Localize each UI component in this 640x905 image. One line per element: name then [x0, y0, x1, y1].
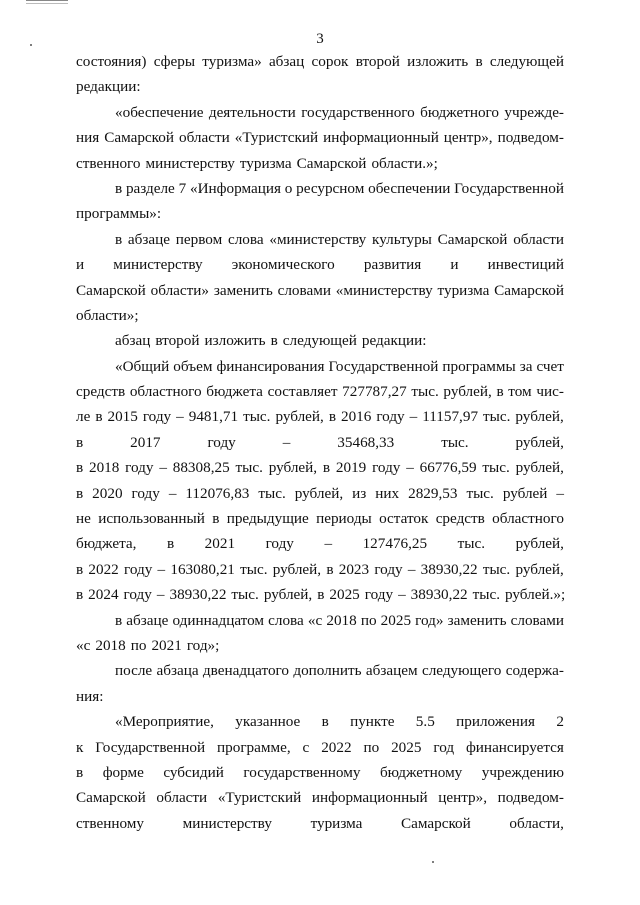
word: году [142, 408, 172, 426]
word: году [131, 484, 160, 502]
word: – [176, 408, 184, 426]
text-line [76, 151, 564, 176]
word: году [374, 560, 403, 578]
word: абзаце [126, 611, 169, 629]
word: субсидий [163, 763, 224, 781]
word: периоды [316, 510, 372, 528]
word: рублей, [272, 560, 322, 578]
word: в [76, 484, 84, 502]
word: бюджета, [76, 535, 137, 553]
word: «обеспечение [115, 103, 204, 121]
word: «с [307, 611, 323, 629]
word: тыс. [258, 484, 286, 502]
word: 38930,22 [410, 586, 468, 604]
word: Государственной [454, 179, 564, 197]
word: тыс. [472, 586, 501, 604]
word: счет [536, 357, 564, 375]
word: области [156, 789, 208, 807]
word: тыс. [231, 586, 259, 604]
word: в [326, 560, 334, 578]
word: рублей [502, 484, 548, 502]
word: 66776,59 [419, 459, 477, 477]
word: 727787,27 [342, 383, 407, 401]
word: абзаца [156, 662, 199, 680]
word: тыс. [457, 535, 486, 553]
word: подведом- [497, 789, 564, 807]
word: 127476,25 [362, 535, 428, 553]
text-line [76, 100, 564, 125]
word: в [76, 433, 84, 451]
word: год» [415, 611, 444, 629]
word: году [265, 535, 294, 553]
text-line [76, 74, 564, 99]
text-line [76, 531, 564, 556]
word: 2021 [204, 535, 236, 553]
word: заменить [447, 611, 507, 629]
word: 2022 [321, 738, 352, 756]
word: области»; [76, 306, 139, 324]
word: заменить [213, 281, 273, 299]
word: не [76, 510, 91, 528]
word: в [76, 459, 84, 477]
word: году [123, 560, 153, 578]
text-line [76, 430, 564, 455]
word: области» [150, 281, 209, 299]
word: развития [363, 256, 422, 274]
scan-speck [432, 861, 434, 863]
word: рублей.»; [505, 586, 566, 604]
word: Самарской [76, 789, 146, 807]
word: – [409, 408, 418, 426]
word: указанное [235, 713, 301, 731]
word: центр», [438, 789, 488, 807]
word: по [360, 611, 377, 629]
word: остаток [379, 510, 429, 528]
text-line [76, 582, 564, 607]
word: центр», [443, 129, 493, 147]
word: – [324, 535, 333, 553]
word: 7 [178, 179, 187, 197]
word: абзац [268, 53, 305, 70]
word: 2015 [107, 408, 138, 426]
word: 5.5 [415, 713, 435, 731]
text-line [76, 354, 564, 379]
word: редакции: [76, 78, 141, 96]
word: «Общий [115, 357, 170, 375]
word: в [115, 179, 123, 197]
word: областного [129, 383, 202, 401]
scan-edge-mark [26, 0, 68, 4]
word: Самарской [494, 281, 564, 299]
word: учреждению [481, 763, 564, 781]
word: после [115, 662, 153, 680]
word: следующей [282, 332, 357, 350]
text-line [76, 760, 564, 785]
word: «Информация [189, 179, 281, 197]
word: рублей, [515, 433, 564, 451]
word: году [376, 408, 405, 426]
word: в [212, 510, 220, 528]
text-line [76, 379, 564, 404]
word: состояния) [76, 53, 147, 70]
text-line [76, 633, 564, 658]
text-line [76, 328, 564, 353]
word: Самарской [400, 814, 471, 832]
word: – [282, 433, 291, 451]
word: туризма [437, 281, 490, 299]
word: рублей, [294, 484, 344, 502]
word: по [363, 738, 380, 756]
word: абзаце [127, 230, 170, 248]
word: абзацем [365, 662, 418, 680]
word: – [398, 586, 406, 604]
word: ле [76, 408, 91, 426]
word: и [450, 256, 459, 274]
text-line [76, 557, 564, 582]
word: словами [510, 611, 564, 629]
word: рублей, [515, 560, 564, 578]
word: изложить [204, 332, 266, 350]
word: 2016 [340, 408, 372, 426]
word: финансируется [465, 738, 564, 756]
word: инвестиций [487, 256, 564, 274]
word: тыс. [411, 383, 439, 401]
word: них [375, 484, 400, 502]
word: тыс. [243, 408, 271, 426]
word: год»; [186, 636, 220, 654]
word: Самарской [437, 230, 508, 248]
word: 2018 [326, 611, 357, 629]
text-line [76, 227, 564, 252]
word: в [270, 332, 278, 350]
word: второй [355, 53, 400, 70]
word: за [519, 357, 533, 375]
word: экономического [231, 256, 335, 274]
word: рублей, [443, 383, 492, 401]
word: финансирования [216, 357, 325, 375]
word: в [328, 408, 336, 426]
word: рублей, [275, 408, 324, 426]
text-line [76, 811, 564, 836]
word: – [156, 586, 165, 604]
word: государственного [301, 103, 415, 121]
word: Государственной [328, 357, 439, 375]
text-line [76, 481, 564, 506]
word: содержа- [505, 662, 564, 680]
text-line [76, 785, 564, 810]
word: 2025 [329, 586, 360, 604]
word: ственного [76, 154, 141, 172]
document-body [76, 49, 564, 836]
word: объем [173, 357, 213, 375]
word: бюджета [206, 383, 263, 401]
text-line [76, 455, 564, 480]
word: Самарской [76, 281, 146, 299]
word: следующей [489, 53, 564, 70]
word: учрежде- [504, 103, 564, 121]
word: «министерству [335, 281, 433, 299]
word: тыс. [483, 408, 511, 426]
word: с [302, 738, 310, 756]
text-line [76, 506, 564, 531]
word: в [322, 459, 331, 477]
word: 2019 [335, 459, 367, 477]
word: 2021 [151, 636, 182, 654]
word: 2024 [88, 586, 119, 604]
word: – [159, 459, 167, 477]
word: тыс. [235, 459, 263, 477]
word: редакции: [361, 332, 427, 350]
word: в [115, 230, 123, 248]
word: рублей, [515, 408, 564, 426]
text-line [76, 658, 564, 683]
word: изложить [407, 53, 469, 70]
word: государственному [243, 763, 361, 781]
word: сорок [311, 53, 349, 70]
word: форме [102, 763, 144, 781]
text-line [76, 608, 564, 633]
word: ния: [76, 687, 104, 705]
word: использованный [98, 510, 205, 528]
word: программе, [217, 738, 291, 756]
word: в [166, 535, 175, 553]
word: 2025 [391, 738, 422, 756]
text-line [76, 49, 564, 74]
word: министерству [145, 154, 235, 172]
text-line [76, 176, 564, 201]
word: 11157,97 [422, 408, 479, 426]
word: тыс. [482, 459, 510, 477]
word: 88308,25 [172, 459, 230, 477]
word: «Туристский [217, 789, 302, 807]
word: «министерству [269, 230, 367, 248]
page-number: 3 [316, 31, 324, 47]
word: сферы [153, 53, 196, 70]
word: рублей, [268, 459, 318, 477]
word: ственному [76, 814, 144, 832]
word: следующего [421, 662, 502, 680]
word: чис- [536, 383, 564, 401]
word: абзац [115, 332, 151, 350]
word: – [168, 484, 177, 502]
word: 38930,22 [420, 560, 478, 578]
word: дополнить [293, 662, 362, 680]
word: в [76, 586, 84, 604]
word: 2025 [380, 611, 412, 629]
word: к [76, 738, 84, 756]
word: тыс. [240, 560, 268, 578]
word: двенадцатого [202, 662, 290, 680]
word: бюджетному [379, 763, 463, 781]
word: – [407, 560, 416, 578]
word: в [95, 408, 103, 426]
word: году [372, 459, 401, 477]
text-line [76, 252, 564, 277]
word: первом [175, 230, 223, 248]
word: «с [76, 636, 91, 654]
word: составляет [267, 383, 338, 401]
word: в [115, 611, 123, 629]
word: подведом- [497, 129, 564, 147]
word: 2017 [130, 433, 161, 451]
word: 2022 [88, 560, 119, 578]
word: министерству [113, 256, 203, 274]
word: программы»: [76, 205, 162, 223]
word: туризма [239, 154, 292, 172]
word: области, [509, 814, 564, 832]
word: 2020 [92, 484, 123, 502]
word: области [178, 129, 230, 147]
word: пункте [350, 713, 395, 731]
word: – [157, 560, 166, 578]
text-line [76, 404, 564, 429]
word: о [284, 179, 293, 197]
word: 35468,33 [337, 433, 395, 451]
word: слова [268, 611, 304, 629]
word: области [513, 230, 564, 248]
word: туризма [310, 814, 363, 832]
word: 2018 [88, 459, 120, 477]
word: в [496, 383, 504, 401]
text-line [76, 125, 564, 150]
word: словами [277, 281, 331, 299]
text-line [76, 278, 564, 303]
word: приложения [456, 713, 536, 731]
word: средств [76, 383, 126, 401]
word: информационный [323, 129, 439, 147]
word: одиннадцатом [172, 611, 265, 629]
text-line [76, 684, 564, 709]
word: информационный [311, 789, 428, 807]
text-line [76, 201, 564, 226]
word: год [433, 738, 455, 756]
text-line [76, 735, 564, 760]
word: слова [227, 230, 264, 248]
word: в [76, 763, 84, 781]
word: 163080,21 [170, 560, 235, 578]
word: средств [435, 510, 485, 528]
word: 2023 [338, 560, 370, 578]
word: области.»; [371, 154, 438, 172]
word: ния [76, 129, 100, 147]
word: тыс. [482, 560, 511, 578]
word: в [76, 560, 84, 578]
word: программы [442, 357, 516, 375]
word: «Мероприятие, [115, 713, 214, 731]
word: «Туристский [234, 129, 319, 147]
word: том [508, 383, 532, 401]
word: 112076,83 [185, 484, 250, 502]
word: культуры [372, 230, 432, 248]
word: году [125, 459, 154, 477]
word: тыс. [441, 433, 469, 451]
word: Государственной [95, 738, 206, 756]
word: предыдущие [226, 510, 309, 528]
word: обеспечении [368, 179, 451, 197]
word: 2829,53 [408, 484, 458, 502]
word: Самарской [104, 129, 175, 147]
word: 2 [556, 713, 564, 731]
word: 9481,71 [188, 408, 239, 426]
word: году [364, 586, 394, 604]
word: рублей, [515, 459, 564, 477]
word: из [352, 484, 367, 502]
word: бюджетного [420, 103, 500, 121]
word: 38930,22 [169, 586, 227, 604]
word: второй [155, 332, 200, 350]
word: туризма» [202, 53, 262, 70]
word: тыс. [466, 484, 494, 502]
word: министерству [182, 814, 272, 832]
word: – [556, 484, 564, 502]
word: областного [492, 510, 564, 528]
word: рублей, [263, 586, 313, 604]
word: в [317, 586, 325, 604]
word: 2018 [95, 636, 126, 654]
word: – [406, 459, 414, 477]
word: году [207, 433, 236, 451]
word: рублей, [515, 535, 564, 553]
word: деятельности [208, 103, 296, 121]
word: разделе [125, 179, 175, 197]
word: в [475, 53, 483, 70]
word: году [123, 586, 152, 604]
word: ресурсном [296, 179, 365, 197]
word: Самарской [296, 154, 367, 172]
word: в [321, 713, 329, 731]
word: по [130, 636, 147, 654]
text-line [76, 303, 564, 328]
word: и [76, 256, 85, 274]
text-line [76, 709, 564, 734]
